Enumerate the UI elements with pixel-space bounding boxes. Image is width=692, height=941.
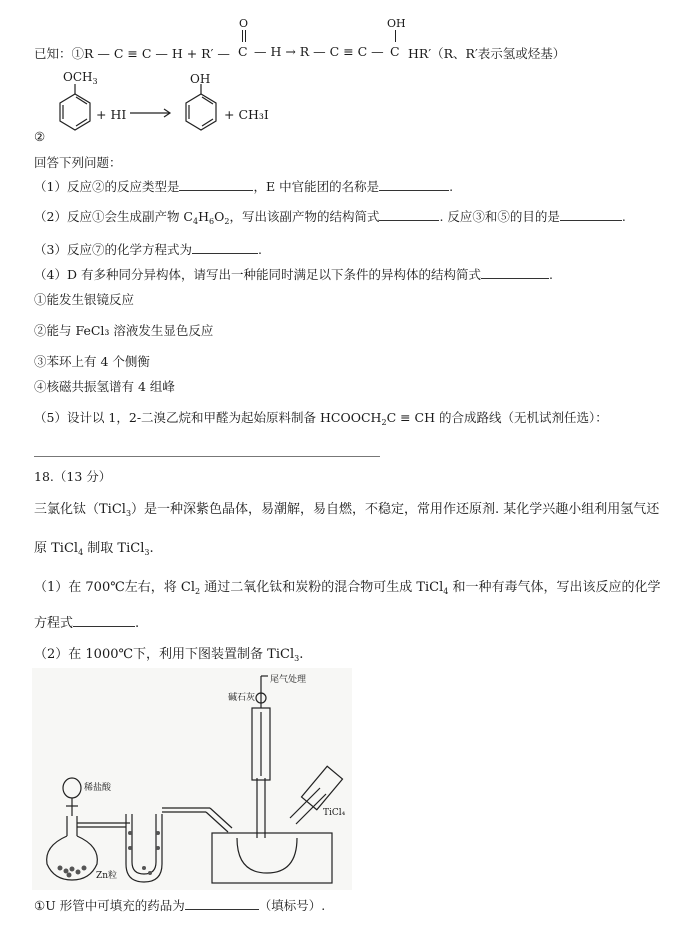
product-oh-bond [395, 30, 396, 42]
answer-blank[interactable] [73, 614, 135, 627]
answer-blank[interactable] [379, 208, 439, 221]
phenol-ring [186, 84, 216, 130]
answer-blank[interactable] [192, 241, 258, 254]
answer-blank[interactable] [379, 178, 449, 191]
problem-18-intro: 三氯化钛（TiCl$_3$）是一种深紫色晶体，易潮解，易自燃，不稳定，常用作还原剂. 某化学兴趣小组利用氢气还 [34, 502, 660, 518]
label-soda-lime: 碱石灰 [228, 693, 256, 703]
label-zn: Zn粒 [96, 871, 118, 881]
question-2: （2）反应①会生成副产物 $C_4H_6O_2$，写出该副产物的结构简式 . 反应③和⑤的目的是 . [34, 209, 626, 226]
product-tail: HR′（R、R′表示氢或烃基） [408, 46, 566, 61]
question-1: （1）反应②的反应类型是 ，E 中官能团的名称是 . [34, 179, 454, 194]
carbonyl-c: C [238, 44, 248, 59]
problem-18-header: 18.（13 分） [34, 469, 112, 484]
question-3: （3）反应⑦的化学方程式为 . [34, 242, 262, 257]
apparatus-diagram [32, 668, 352, 890]
rxn2-label: ② [34, 129, 46, 144]
condition-1: ①能发生银镜反应 [34, 292, 135, 307]
rxn2-och3: $OCH_3$ [63, 70, 98, 86]
problem-18-sub-1-line-2: 方程式 . [34, 616, 140, 631]
label-dilute-hcl: 稀盐酸 [84, 783, 112, 793]
questions-intro: 回答下列问题： [34, 155, 122, 170]
question-4: （4）D 有多种同分异构体，请写出一种能同时满足以下条件的异构体的结构简式 . [34, 267, 553, 282]
condition-4: ④核磁共振氢谱有 4 组峰 [34, 379, 175, 394]
figure-background [32, 668, 352, 890]
answer-line [34, 456, 380, 457]
anisole-ring [60, 84, 90, 130]
rxn2-oh: OH [190, 72, 211, 86]
answer-blank[interactable] [185, 897, 259, 910]
carbonyl-o: O [239, 17, 249, 30]
label-ticl4: TiCl₄ [323, 808, 346, 818]
problem-18-sub-1: （1）在 700℃左右，将 $Cl_2$ 通过二氧化钛和炭粉的混合物可生成 TiCl$_4$ 和一种有毒气体，写出该反应的化学 [34, 580, 661, 596]
condition-2: ②能与 FeCl₃ 溶液发生显色反应 [34, 323, 214, 338]
answer-blank[interactable] [179, 178, 253, 191]
product-oh: OH [387, 17, 406, 30]
condition-3: ③苯环上有 4 个侧衡 [34, 354, 150, 369]
carbonyl-double-bond [242, 30, 246, 42]
answer-blank[interactable] [481, 266, 549, 279]
label-tail-gas: 尾气处理 [270, 675, 307, 685]
known-after-c: — H → R — C ≡ C — [254, 44, 384, 59]
rxn2-plus-hi: + HI [96, 107, 127, 122]
problem-18-intro-2: 原 TiCl$_4$ 制取 TiCl$_3$. [34, 541, 154, 557]
question-5: （5）设计以 1，2-二溴乙烷和甲醛为起始原料制备 $HCOOCH_2C$ ≡ CH 的合成路线（无机试剂任选）： [34, 410, 608, 427]
known-reaction-1 [34, 44, 230, 62]
answer-blank[interactable] [560, 208, 622, 221]
problem-18-sub-2: （2）在 1000℃下，利用下图装置制备 TiCl$_3$. [34, 647, 304, 663]
product-c: C [390, 44, 400, 59]
rxn2-plus-ch3i: + CH₃I [224, 107, 269, 122]
problem-18-last-question: ①U 形管中可填充的药品为 （填标号）. [34, 898, 326, 913]
known-prefix: 已知：①R — C ≡ C — H + R′ — [34, 46, 230, 61]
arrow [130, 109, 170, 117]
